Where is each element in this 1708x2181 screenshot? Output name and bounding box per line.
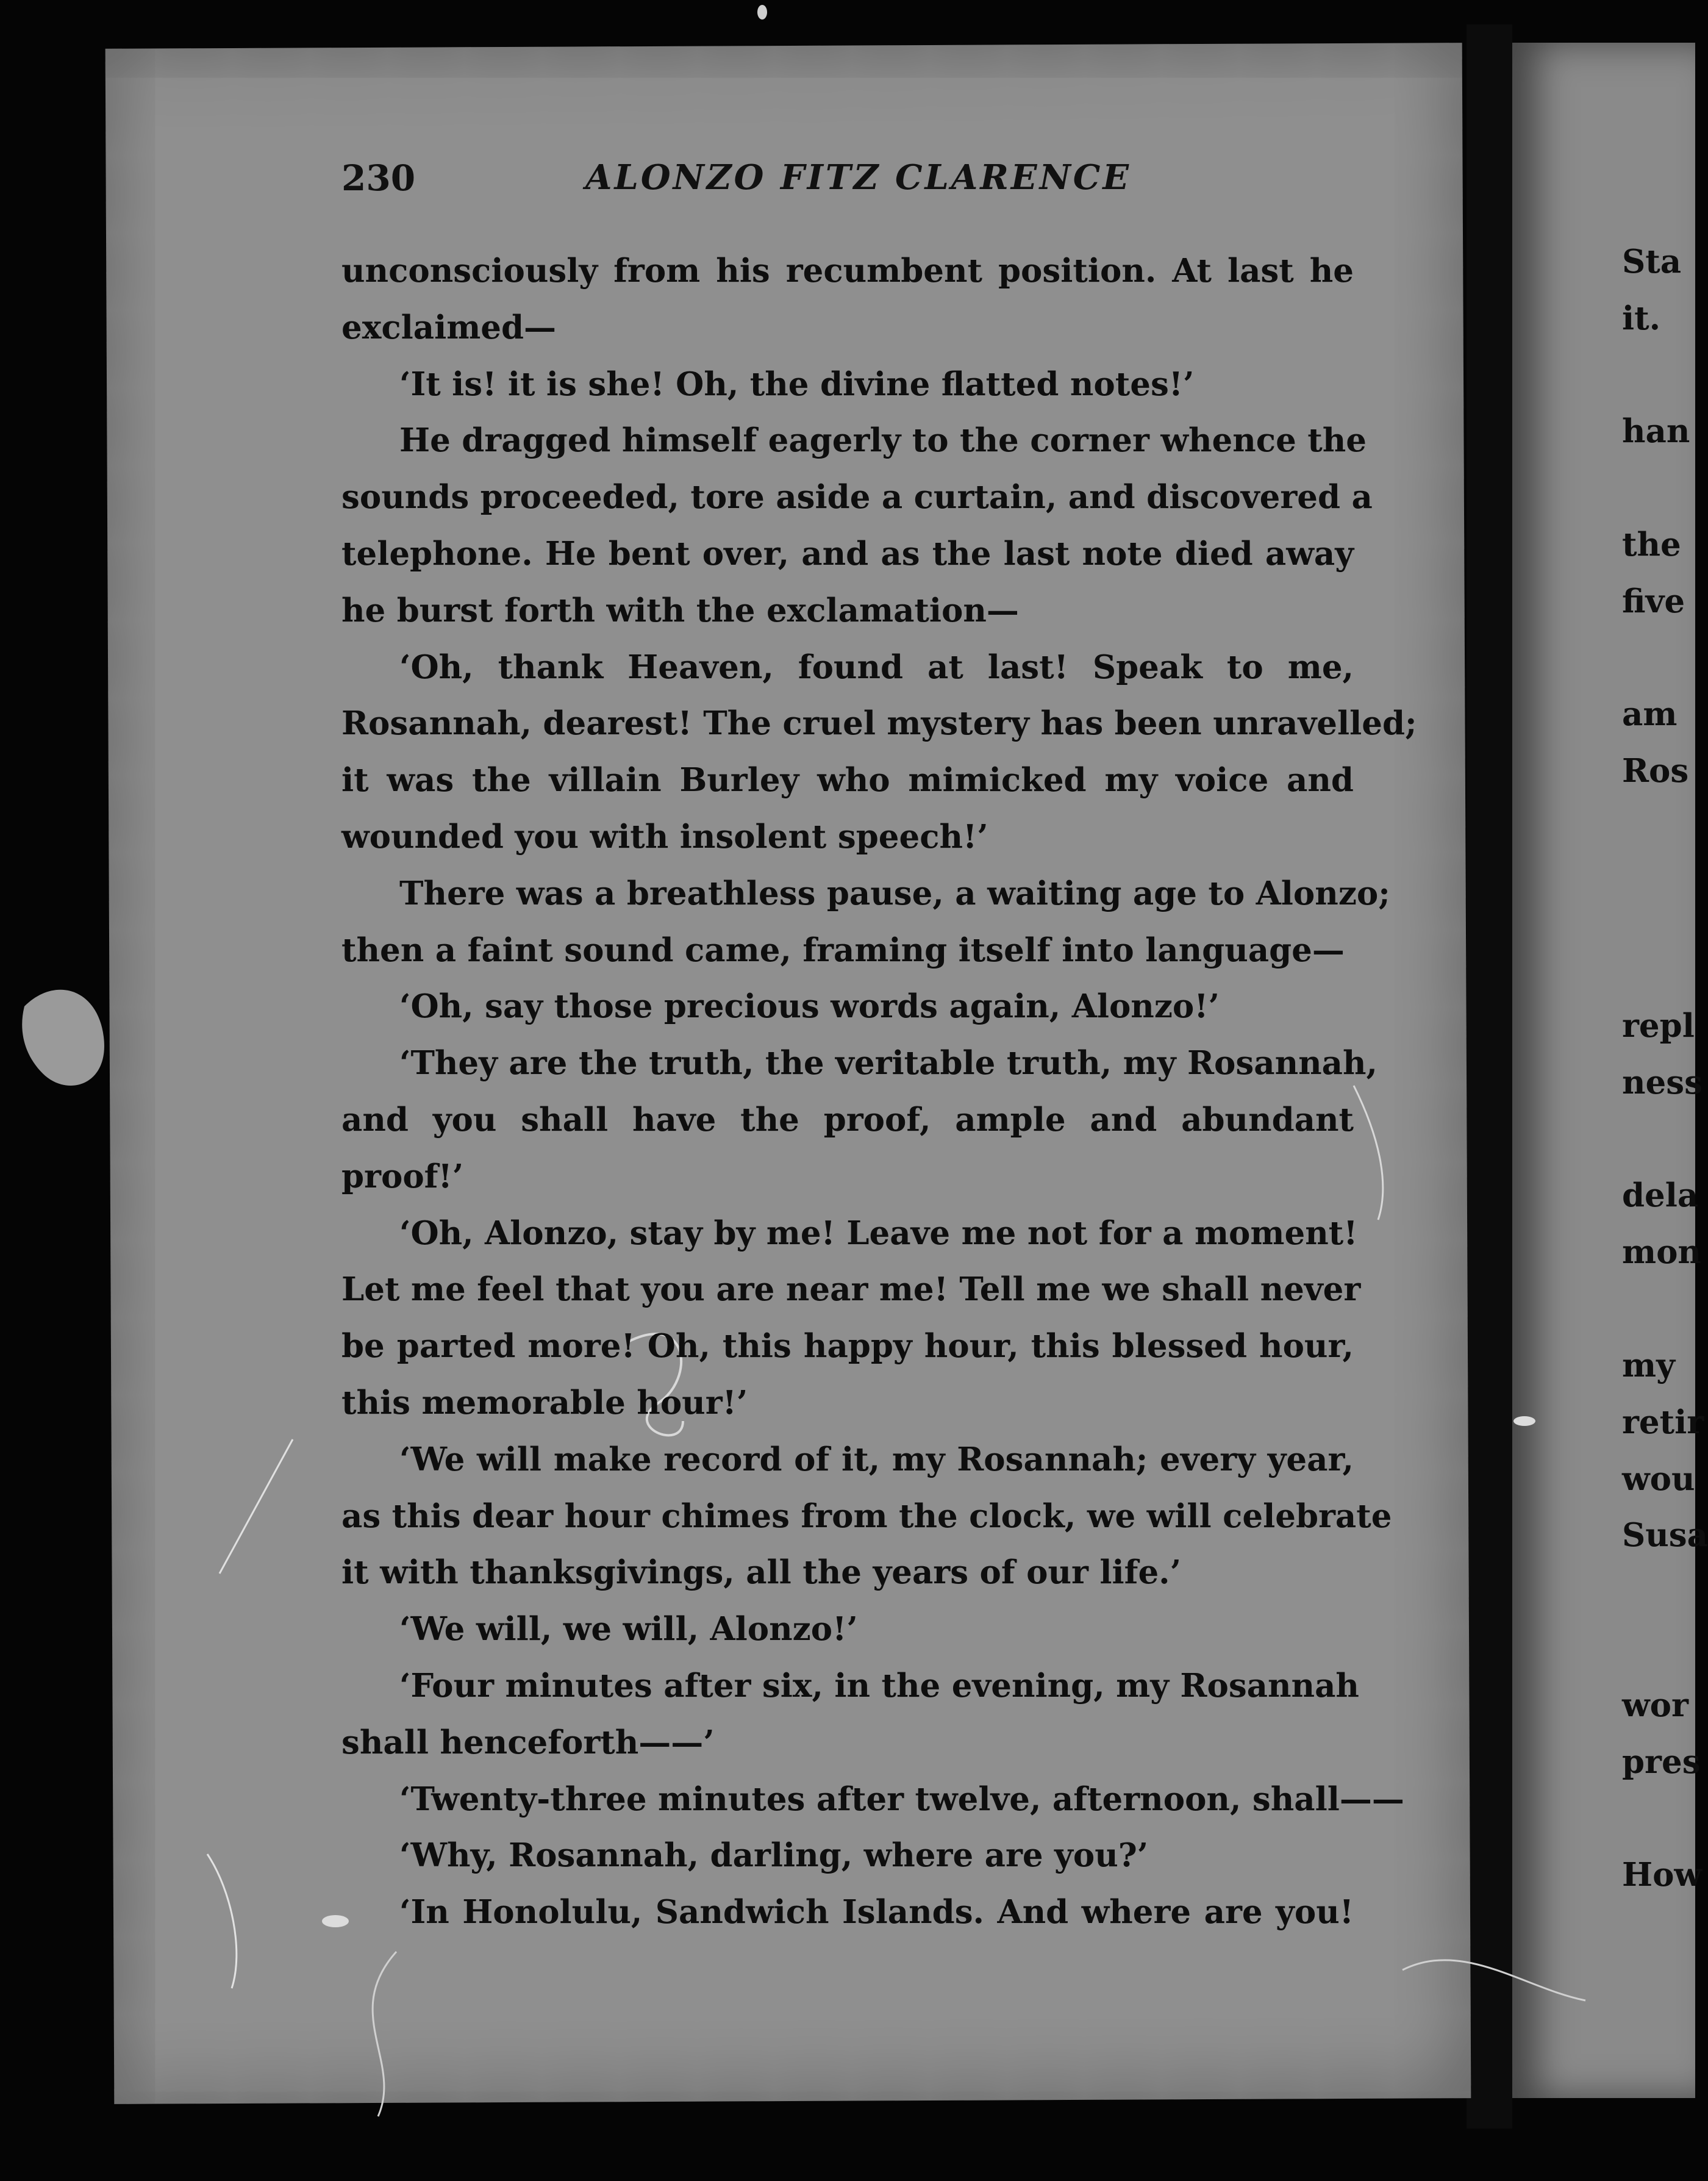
text-line: this memorable hour!’ bbox=[341, 1383, 748, 1422]
facing-page-fragment: the bbox=[1622, 526, 1681, 564]
text-line: exclaimed— bbox=[341, 308, 557, 346]
facing-page-fragment: Sta bbox=[1622, 243, 1682, 281]
book-gutter bbox=[1467, 24, 1512, 2129]
text-line: ‘Twenty-three minutes after twelve, afternoon, shall—— bbox=[399, 1780, 1404, 1818]
text-line: Rosannah, dearest! The cruel mystery has been unravelled; bbox=[341, 704, 1417, 743]
facing-page-fragment: five bbox=[1622, 582, 1685, 620]
text-line: as this dear hour chimes from the clock, we will celebrate bbox=[341, 1497, 1392, 1535]
text-line: sounds proceeded, tore aside a curtain, and discovered a bbox=[341, 478, 1373, 517]
text-line: ‘They are the truth, the veritable truth, my Rosannah, bbox=[399, 1044, 1377, 1083]
facing-page-fragment: How bbox=[1622, 1856, 1703, 1894]
text-line: ‘Oh, say those precious words again, Alonzo!’ bbox=[399, 987, 1220, 1026]
text-line: There was a breathless pause, a waiting age to Alonzo; bbox=[399, 874, 1390, 912]
text-line: proof!’ bbox=[341, 1157, 464, 1195]
page-header bbox=[341, 157, 1378, 212]
text-line: it with thanksgivings, all the years of our life.’ bbox=[341, 1553, 1182, 1592]
text-line: ‘We will make record of it, my Rosannah; every year, bbox=[399, 1440, 1354, 1478]
text-line: Let me feel that you are near me! Tell me we shall never bbox=[341, 1270, 1361, 1309]
facing-page-fragment: my bbox=[1622, 1347, 1675, 1384]
text-line: ‘In Honolulu, Sandwich Islands. And where are you! bbox=[399, 1893, 1354, 1932]
text-line: shall henceforth——’ bbox=[341, 1723, 715, 1761]
text-line: He dragged himself eagerly to the corner whence the bbox=[399, 421, 1367, 460]
facing-page-fragment: mon bbox=[1622, 1233, 1701, 1271]
paper-fragment bbox=[22, 990, 104, 1086]
text-line: ‘Why, Rosannah, darling, where are you?’ bbox=[399, 1836, 1149, 1875]
text-line: ‘Oh, Alonzo, stay by me! Leave me not for a moment! bbox=[399, 1214, 1358, 1252]
facing-page-fragment: dela bbox=[1622, 1176, 1699, 1214]
facing-page-fragment: it. bbox=[1622, 299, 1661, 337]
facing-page-fragment: repl bbox=[1622, 1007, 1695, 1045]
facing-page-fragment: wor bbox=[1622, 1686, 1688, 1724]
text-line: ‘We will, we will, Alonzo!’ bbox=[399, 1610, 858, 1649]
text-line: and you shall have the proof, ample and abundant bbox=[341, 1100, 1354, 1139]
facing-page-fragment: wou bbox=[1622, 1460, 1695, 1498]
text-line: ‘It is! it is she! Oh, the divine flatted notes!’ bbox=[399, 365, 1195, 403]
speck bbox=[757, 5, 767, 20]
text-line: telephone. He bent over, and as the last note died away bbox=[341, 534, 1354, 573]
facing-page-fragment: ness bbox=[1622, 1064, 1703, 1101]
text-line: ‘Oh, thank Heaven, found at last! Speak to me, bbox=[399, 648, 1354, 686]
facing-page-fragment: retir bbox=[1622, 1403, 1704, 1441]
text-line: be parted more! Oh, this happy hour, this blessed hour, bbox=[341, 1327, 1354, 1366]
facing-page-fragment: han bbox=[1622, 412, 1690, 450]
facing-page-fragment: am bbox=[1622, 695, 1678, 733]
facing-page-fragment: Susa bbox=[1622, 1516, 1708, 1554]
page-number: 230 bbox=[341, 157, 416, 199]
facing-page-fragment: pres bbox=[1622, 1743, 1701, 1781]
text-line: unconsciously from his recumbent position. At last he bbox=[341, 252, 1354, 290]
facing-page-fragment: Ros bbox=[1622, 752, 1689, 790]
text-line: then a faint sound came, framing itself into language— bbox=[341, 931, 1345, 969]
text-line: wounded you with insolent speech!’ bbox=[341, 817, 988, 856]
page-body-text bbox=[341, 243, 1417, 1941]
text-line: it was the villain Burley who mimicked my voice and bbox=[341, 761, 1354, 800]
text-line: ‘Four minutes after six, in the evening, my Rosannah bbox=[399, 1666, 1359, 1705]
text-line: he burst forth with the exclamation— bbox=[341, 591, 1019, 629]
running-head: ALONZO FITZ CLARENCE bbox=[585, 157, 1132, 198]
